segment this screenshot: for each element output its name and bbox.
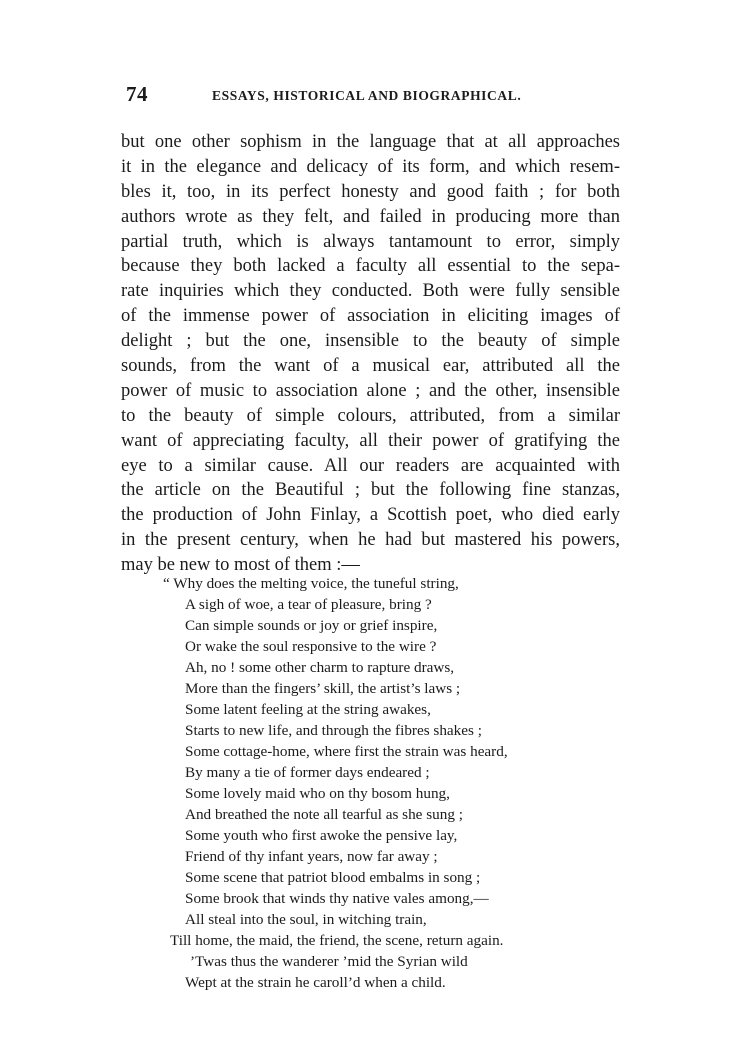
running-head: ESSAYS, HISTORICAL AND BIOGRAPHICAL.	[212, 88, 522, 103]
poem-line: Or wake the soul responsive to the wire ?	[185, 638, 437, 655]
prose-line: but one other sophism in the language that at all approaches	[121, 132, 620, 152]
prose-line: eye to a similar cause. All our readers are acquainted with	[121, 455, 620, 476]
prose-line: may be new to most of them :—	[121, 555, 360, 576]
poem-line: And breathed the note all tearful as she sung ;	[185, 806, 463, 823]
poem-line: Some lovely maid who on thy bosom hung,	[185, 785, 450, 802]
prose-line: bles it, too, in its perfect honesty and good faith ; for both	[121, 181, 620, 202]
poem-line: Some cottage-home, where first the strain was heard,	[185, 743, 508, 760]
poem-line: More than the fingers’ skill, the artist’s laws ;	[185, 680, 461, 697]
prose-line: power of music to association alone ; and the other, insensible	[121, 380, 620, 401]
poem-line: Starts to new life, and through the fibres shakes ;	[185, 722, 482, 739]
poem-line: Some scene that patriot blood embalms in song ;	[185, 869, 481, 886]
poem-line: Some latent feeling at the string awakes,	[185, 701, 431, 718]
poem-line: ’Twas thus the wanderer ’mid the Syrian wild	[190, 953, 468, 970]
prose-line: it in the elegance and delicacy of its form, and which resem-	[121, 156, 620, 177]
poem-line: Some youth who first awoke the pensive lay,	[185, 827, 458, 844]
prose-block	[121, 130, 620, 578]
prose-line: rate inquiries which they conducted. Both were fully sensible	[121, 281, 620, 302]
page-header	[0, 82, 750, 112]
poem-line: Can simple sounds or joy or grief inspire,	[185, 617, 438, 634]
poem-line: “ Why does the melting voice, the tuneful string,	[163, 575, 459, 592]
prose-line: partial truth, which is always tantamount to error, simply	[121, 231, 620, 252]
prose-line: in the present century, when he had but mastered his powers,	[121, 530, 620, 551]
poem-line: Some brook that winds thy native vales among,—	[185, 890, 489, 907]
prose-line: the article on the Beautiful ; but the following fine stanzas,	[121, 480, 620, 501]
page-number: 74	[126, 82, 148, 106]
prose-line: sounds, from the want of a musical ear, attributed all the	[121, 356, 620, 377]
prose-line: want of appreciating faculty, all their power of gratifying the	[121, 430, 620, 451]
poem-line: Wept at the strain he caroll’d when a child.	[185, 974, 446, 991]
prose-line: because they both lacked a faculty all essential to the sepa-	[121, 256, 620, 277]
prose-line: authors wrote as they felt, and failed in producing more than	[121, 206, 620, 227]
poem-line: A sigh of woe, a tear of pleasure, bring ?	[185, 596, 432, 613]
prose-line: delight ; but the one, insensible to the beauty of simple	[121, 331, 620, 352]
poem-line: By many a tie of former days endeared ;	[185, 764, 430, 781]
poem-line: Till home, the maid, the friend, the scene, return again.	[170, 932, 504, 949]
poem-line: Ah, no ! some other charm to rapture draws,	[185, 659, 455, 676]
prose-line: of the immense power of association in eliciting images of	[121, 306, 620, 327]
prose-line: the production of John Finlay, a Scottish poet, who died early	[121, 505, 620, 526]
prose-line: to the beauty of simple colours, attributed, from a similar	[121, 405, 620, 426]
poem-line: All steal into the soul, in witching train,	[185, 911, 427, 928]
poem-line: Friend of thy infant years, now far away ;	[185, 848, 438, 865]
